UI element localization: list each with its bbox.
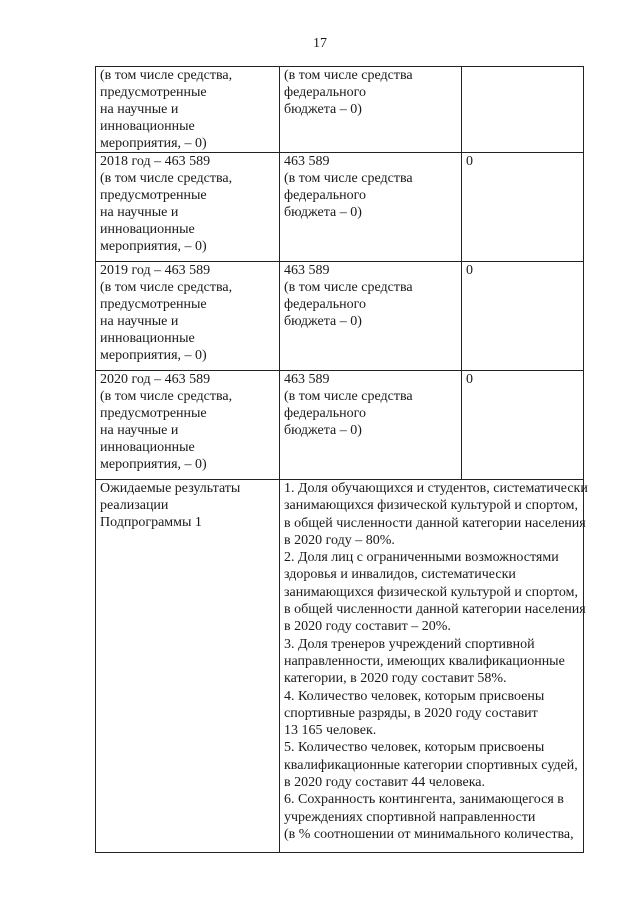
table-row-expected-results [96,480,584,853]
text-line: федерального [284,297,367,312]
text-line: здоровья и инвалидов, систематически [284,567,516,583]
text-line: мероприятия, – 0) [100,239,207,254]
text-line: (в том числе средства [284,389,413,404]
text-line: 3. Доля тренеров учреждений спортивной [284,636,535,652]
text-line: бюджета – 0) [284,423,362,438]
text-line: инновационные [100,222,195,237]
text-line: 0 [466,154,473,169]
table-row-2018 [96,153,584,262]
text-line: на научные и [100,314,179,329]
federal-budget-cell [280,153,462,262]
text-line: 463 589 [284,263,330,278]
federal-budget-cell [280,262,462,371]
funding-total-cell [96,262,280,371]
text-line: предусмотренные [100,406,207,421]
text-line: 2. Доля лиц с ограниченными возможностями [284,550,559,566]
text-line: в 2020 году – 80%. [284,532,395,548]
text-line: реализации [100,498,169,513]
text-line: (в том числе средства [284,68,413,83]
text-line: категории, в 2020 году составит 58%. [284,671,507,687]
text-line: 0 [466,372,473,387]
text-line: инновационные [100,331,195,346]
text-line: инновационные [100,440,195,455]
text-line: (в том числе средства, [100,389,233,404]
text-line: 463 589 [284,154,330,169]
text-line: мероприятия, – 0) [100,348,207,363]
text-line: 4. Количество человек, которым присвоены [284,688,545,704]
text-line: 2018 год – 463 589 [100,154,211,169]
text-line: в общей численности данной категории населения [284,602,586,618]
text-line: учреждениях спортивной направленности [284,809,536,825]
text-line: 6. Сохранность контингента, занимающегося в [284,792,564,808]
federal-budget-cell [280,67,462,153]
text-line: федерального [284,85,367,100]
federal-budget-cell [280,371,462,480]
text-line: инновационные [100,119,195,134]
text-line: 463 589 [284,372,330,387]
text-line: федерального [284,406,367,421]
text-line: (в том числе средства [284,171,413,186]
text-line: Ожидаемые результаты [100,481,241,496]
text-line: 0 [466,263,473,278]
text-line: 2020 год – 463 589 [100,372,211,387]
text-line: 5. Количество человек, которым присвоены [284,740,545,756]
subprogram-funding-table [95,66,588,853]
text-line: в 2020 году составит – 20%. [284,619,451,635]
other-sources-cell [462,262,584,371]
expected-results-list [280,480,588,853]
text-line: предусмотренные [100,85,207,100]
text-line: бюджета – 0) [284,102,362,117]
text-line: на научные и [100,205,179,220]
text-line: на научные и [100,102,179,117]
funding-total-cell [96,67,280,153]
text-line: 2019 год – 463 589 [100,263,211,278]
text-line: занимающихся физической культурой и спортом, [284,584,578,600]
text-line: мероприятия, – 0) [100,457,207,472]
other-sources-cell [462,67,584,153]
text-line: предусмотренные [100,188,207,203]
funding-total-cell [96,371,280,480]
text-line: спортивные разряды, в 2020 году составит [284,705,538,721]
text-line: (в том числе средства, [100,68,233,83]
text-line: в 2020 году составит 44 человека. [284,775,486,791]
text-line: бюджета – 0) [284,205,362,220]
text-line: 1. Доля обучающихся и студентов, систематически [284,481,588,496]
other-sources-cell [462,153,584,262]
page-number: 17 [313,36,327,51]
text-line: предусмотренные [100,297,207,312]
text-line: (в % соотношении от минимального количества, [284,826,574,842]
text-line: мероприятия, – 0) [100,136,207,151]
text-line: в общей численности данной категории населения [284,515,586,531]
text-line: квалификационные категории спортивных судей, [284,757,578,773]
text-line: Подпрограммы 1 [100,515,202,530]
text-line: занимающихся физической культурой и спортом, [284,498,578,514]
text-line: направленности, имеющих квалификационные [284,653,565,669]
expected-results-label [96,480,280,853]
text-line: 13 165 человек. [284,723,377,739]
text-line: (в том числе средства, [100,171,233,186]
funding-total-cell [96,153,280,262]
text-line: (в том числе средства, [100,280,233,295]
table-row-2020 [96,371,584,480]
text-line: федерального [284,188,367,203]
text-line: (в том числе средства [284,280,413,295]
text-line: на научные и [100,423,179,438]
table-row-continuation [96,67,584,153]
other-sources-cell [462,371,584,480]
text-line: бюджета – 0) [284,314,362,329]
table-row-2019 [96,262,584,371]
